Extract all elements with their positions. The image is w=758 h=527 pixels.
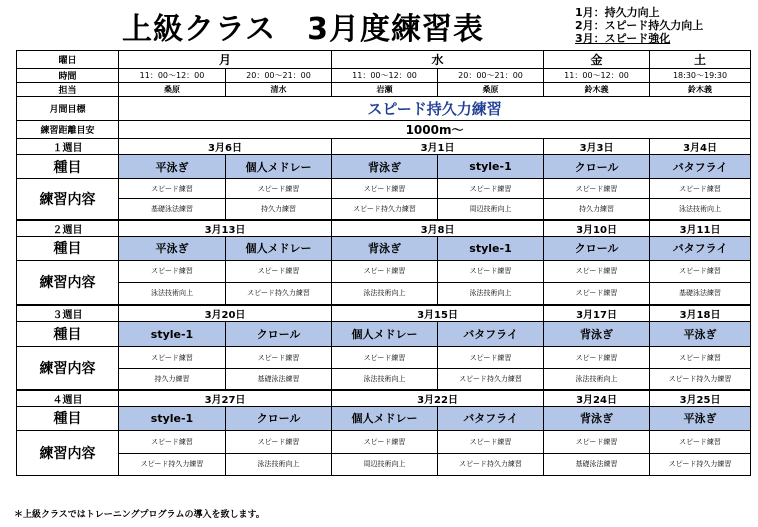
week-label: ３週目 (17, 305, 119, 322)
content-cell: 泳法技術向上 (650, 199, 751, 220)
content-cell: スピード練習 (119, 347, 226, 369)
content-cell: 泳法技術向上 (438, 282, 544, 305)
content-cell: 基礎泳法練習 (650, 282, 751, 305)
week-event-row (17, 322, 751, 347)
week-label: ４週目 (17, 390, 119, 407)
content-cell: 周辺技術向上 (332, 453, 438, 475)
week-date-row (17, 305, 751, 322)
date-cell: 3月27日 (119, 390, 332, 407)
weekday-header-label: 曜日 (17, 51, 119, 69)
distance-label: 練習距離目安 (17, 121, 119, 139)
time-cell: 11：00～12：00 (332, 69, 438, 83)
event-cell: 平泳ぎ (119, 236, 226, 260)
content-cell: スピード練習 (226, 430, 332, 453)
content-label: 練習内容 (17, 347, 119, 390)
date-cell: 3月10日 (544, 220, 650, 237)
page-title: 上級クラス 3月度練習表 (122, 12, 484, 47)
week-content-row (17, 179, 751, 199)
event-cell: バタフライ (650, 236, 751, 260)
week-date-row (17, 139, 751, 155)
week-content-row (17, 453, 751, 475)
event-cell: バタフライ (650, 155, 751, 179)
goal-february: 2月：スピード持久力向上 (575, 19, 704, 32)
event-cell: style-1 (438, 236, 544, 260)
coach-cell: 桑原 (438, 83, 544, 97)
event-cell: 個人メドレー (226, 236, 332, 260)
content-cell: スピード持久力練習 (226, 282, 332, 305)
date-cell: 3月20日 (119, 305, 332, 322)
content-label: 練習内容 (17, 430, 119, 475)
time-cell: 11：00～12：00 (119, 69, 226, 83)
content-cell: 泳法技術向上 (119, 282, 226, 305)
coach-header-label: 担当 (17, 83, 119, 97)
content-cell: 泳法技術向上 (332, 369, 438, 390)
week-label: ２週目 (17, 220, 119, 237)
time-cell: 20：00～21：00 (226, 69, 332, 83)
distance-row (17, 121, 751, 139)
content-cell: 基礎泳法練習 (544, 453, 650, 475)
event-label: 種目 (17, 236, 119, 260)
monthly-goal-label: 月間目標 (17, 97, 119, 121)
date-cell: 3月24日 (544, 390, 650, 407)
content-cell: 持久力練習 (119, 369, 226, 390)
content-label: 練習内容 (17, 179, 119, 220)
distance-value: 1000m～ (119, 121, 751, 139)
goal-march: 3月：スピード強化 (575, 32, 671, 45)
event-cell: 背泳ぎ (544, 322, 650, 347)
content-cell: スピード練習 (544, 179, 650, 199)
content-cell: スピード練習 (332, 430, 438, 453)
event-cell: 個人メドレー (332, 406, 438, 430)
event-cell: バタフライ (438, 406, 544, 430)
goal-january: 1月：持久力向上 (575, 6, 660, 19)
week-date-row (17, 220, 751, 237)
week-content-row (17, 369, 751, 390)
date-cell: 3月1日 (332, 139, 544, 155)
event-cell: style-1 (119, 322, 226, 347)
coach-cell: 鈴木義 (650, 83, 751, 97)
content-cell: スピード持久力練習 (438, 369, 544, 390)
content-cell: 基礎泳法練習 (119, 199, 226, 220)
coach-cell: 岩瀬 (332, 83, 438, 97)
event-cell: バタフライ (438, 322, 544, 347)
coach-cell: 桑原 (119, 83, 226, 97)
content-cell: スピード練習 (332, 179, 438, 199)
week-content-row (17, 199, 751, 220)
event-cell: 平泳ぎ (650, 406, 751, 430)
weekday-row (17, 51, 751, 69)
content-cell: スピード練習 (544, 282, 650, 305)
content-cell: スピード練習 (438, 260, 544, 282)
event-cell: 平泳ぎ (119, 155, 226, 179)
event-cell: 個人メドレー (332, 322, 438, 347)
date-cell: 3月8日 (332, 220, 544, 237)
content-cell: 周辺技術向上 (438, 199, 544, 220)
event-cell: クロール (544, 155, 650, 179)
week-content-row (17, 430, 751, 453)
monthly-goal-row (17, 97, 751, 121)
week-event-row (17, 155, 751, 179)
content-cell: スピード練習 (119, 179, 226, 199)
monthly-goals-legend (575, 6, 703, 45)
content-cell: スピード練習 (438, 179, 544, 199)
time-cell: 18:30～19:30 (650, 69, 751, 83)
content-label: 練習内容 (17, 260, 119, 305)
time-cell: 11：00～12：00 (544, 69, 650, 83)
date-cell: 3月17日 (544, 305, 650, 322)
content-cell: スピード練習 (544, 430, 650, 453)
weekday-fri: 金 (544, 51, 650, 69)
content-cell: スピード持久力練習 (332, 199, 438, 220)
content-cell: スピード持久力練習 (650, 453, 751, 475)
event-cell: クロール (226, 322, 332, 347)
content-cell: スピード持久力練習 (438, 453, 544, 475)
time-row (17, 69, 751, 83)
event-cell: クロール (544, 236, 650, 260)
content-cell: スピード練習 (438, 347, 544, 369)
week-content-row (17, 282, 751, 305)
week-date-row (17, 390, 751, 407)
event-cell: クロール (226, 406, 332, 430)
content-cell: 泳法技術向上 (226, 453, 332, 475)
event-cell: style-1 (119, 406, 226, 430)
date-cell: 3月13日 (119, 220, 332, 237)
event-cell: 平泳ぎ (650, 322, 751, 347)
coach-row (17, 83, 751, 97)
time-header-label: 時間 (17, 69, 119, 83)
content-cell: スピード練習 (119, 260, 226, 282)
event-label: 種目 (17, 155, 119, 179)
content-cell: スピード練習 (226, 179, 332, 199)
event-cell: 個人メドレー (226, 155, 332, 179)
weekday-mon: 月 (119, 51, 332, 69)
event-label: 種目 (17, 322, 119, 347)
content-cell: スピード練習 (650, 179, 751, 199)
event-cell: 背泳ぎ (332, 236, 438, 260)
date-cell: 3月3日 (544, 139, 650, 155)
content-cell: 泳法技術向上 (332, 282, 438, 305)
weekday-sat: 土 (650, 51, 751, 69)
content-cell: スピード練習 (226, 347, 332, 369)
content-cell: スピード練習 (226, 260, 332, 282)
content-cell: スピード練習 (544, 347, 650, 369)
footnote: ＊上級クラスではトレーニングプログラムの導入を致します。 (14, 510, 265, 520)
content-cell: スピード練習 (438, 430, 544, 453)
weekday-wed: 水 (332, 51, 544, 69)
date-cell: 3月6日 (119, 139, 332, 155)
content-cell: 持久力練習 (226, 199, 332, 220)
event-cell: style-1 (438, 155, 544, 179)
date-cell: 3月4日 (650, 139, 751, 155)
content-cell: スピード持久力練習 (650, 369, 751, 390)
date-cell: 3月25日 (650, 390, 751, 407)
content-cell: スピード練習 (332, 347, 438, 369)
date-cell: 3月15日 (332, 305, 544, 322)
week-event-row (17, 236, 751, 260)
coach-cell: 鈴木義 (544, 83, 650, 97)
time-cell: 20：00～21：00 (438, 69, 544, 83)
date-cell: 3月22日 (332, 390, 544, 407)
content-cell: スピード持久力練習 (119, 453, 226, 475)
content-cell: スピード練習 (332, 260, 438, 282)
content-cell: 泳法技術向上 (544, 369, 650, 390)
content-cell: スピード練習 (650, 347, 751, 369)
content-cell: スピード練習 (650, 430, 751, 453)
date-cell: 3月18日 (650, 305, 751, 322)
monthly-goal-value: スピード持久力練習 (119, 97, 751, 121)
week-label: １週目 (17, 139, 119, 155)
event-cell: 背泳ぎ (332, 155, 438, 179)
coach-cell: 清水 (226, 83, 332, 97)
week-event-row (17, 406, 751, 430)
content-cell: 基礎泳法練習 (226, 369, 332, 390)
date-cell: 3月11日 (650, 220, 751, 237)
content-cell: スピード練習 (119, 430, 226, 453)
content-cell: 持久力練習 (544, 199, 650, 220)
week-content-row (17, 347, 751, 369)
week-content-row (17, 260, 751, 282)
event-cell: 背泳ぎ (544, 406, 650, 430)
practice-schedule-table (16, 50, 751, 476)
content-cell: スピード練習 (544, 260, 650, 282)
event-label: 種目 (17, 406, 119, 430)
content-cell: スピード練習 (650, 260, 751, 282)
